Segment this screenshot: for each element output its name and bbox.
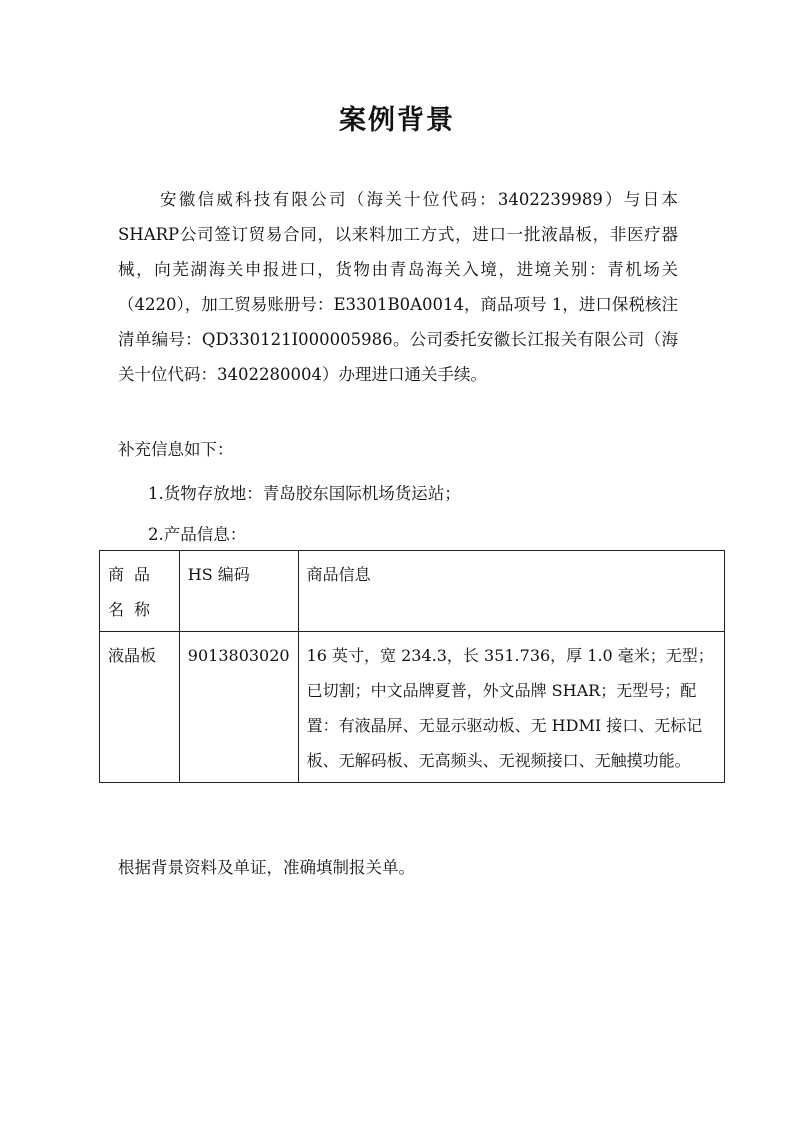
product-table [99,550,725,783]
header-product-info: 商品信息 [298,551,724,632]
table-row [100,632,725,783]
supplement-heading: 补充信息如下： [118,440,234,459]
supplement-item-storage: 1.货物存放地：青岛胶东国际机场货运站； [148,484,461,503]
supplement-item-product: 2.产品信息： [148,525,247,544]
cell-product-info: 16 英寸，宽 234.3，长 351.736，厚 1.0 毫米；无型；已切割；中文品牌夏普，外文品牌 SHAR；无型号；配置：有液晶屏、无显示驱动板、无 HDMI 接口、无标记板、无解码板、无高频头、无视频接口、无触摸功能。 [298,632,724,783]
table-header-row [100,551,725,632]
header-product-name: 商品名称 [100,551,180,632]
cell-hs-code: 9013803020 [179,632,298,783]
header-hs-code: HS 编码 [179,551,298,632]
cell-product-name: 液晶板 [100,632,180,783]
page-title: 案例背景 [339,105,455,136]
intro-paragraph: 安徽信威科技有限公司（海关十位代码：3402239989）与日本SHARP公司签订贸易合同，以来料加工方式，进口一批液晶板，非医疗器械，向芜湖海关申报进口，货物由青岛海关入境，进境关别：青机场关（4220），加工贸易账册号：E3301B0A0014，商品项号 1，进口保税核注清单编号：QD330121I000005986。公司委托安徽长江报关有限公司（海关十位代码：3402280004）办理进口通关手续。 [118,190,678,384]
closing-instruction: 根据背景资料及单证，准确填制报关单。 [118,858,415,877]
